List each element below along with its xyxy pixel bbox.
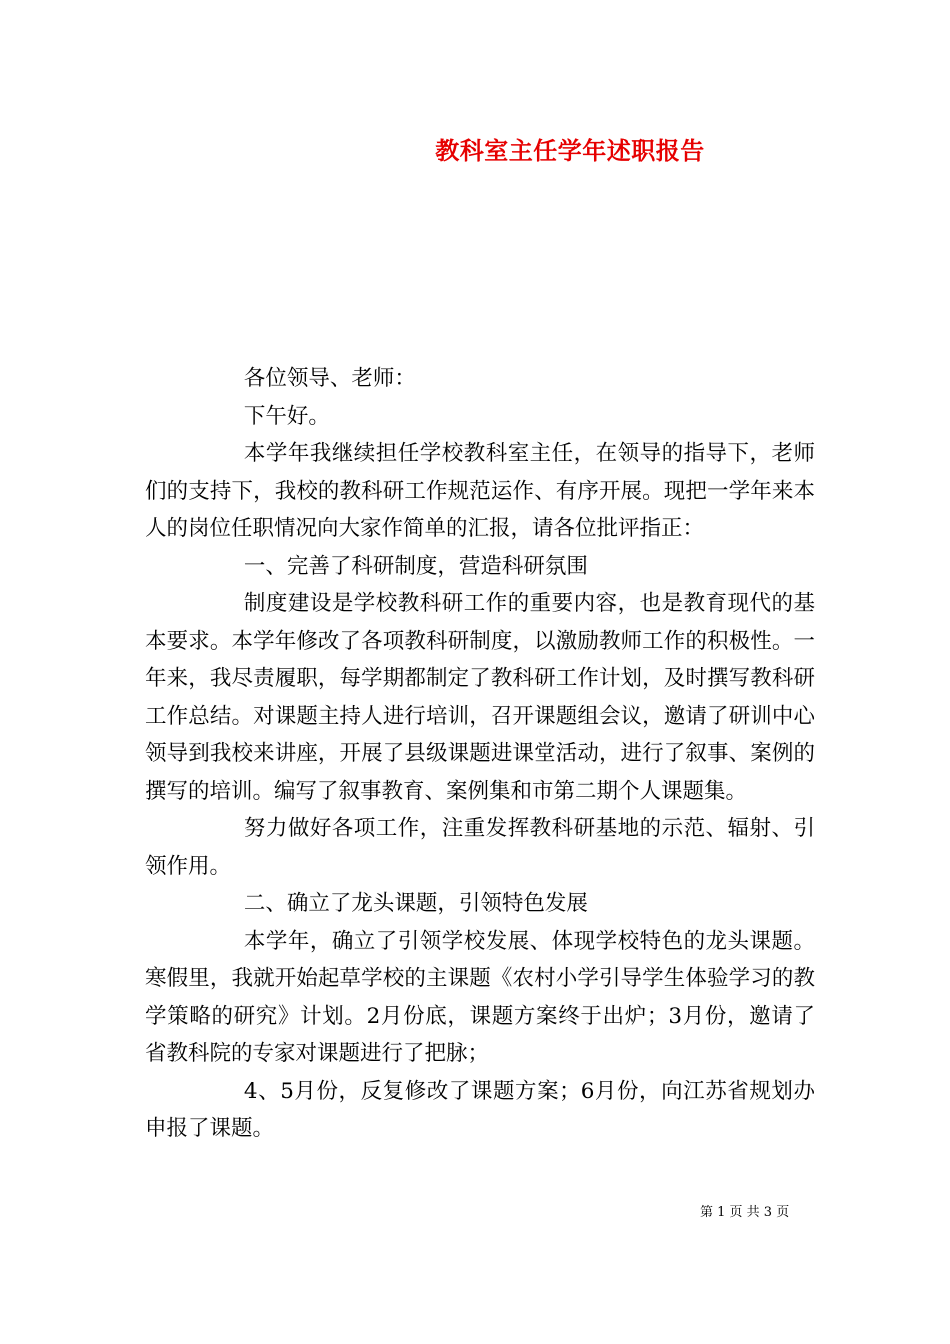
paragraph-section-1-extra: 努力做好各项工作，注重发挥教科研基地的示范、辐射、引领作用。 — [145, 816, 815, 879]
paragraph-section-2: 本学年，确立了引领学校发展、体现学校特色的龙头课题。寒假里，我就开始起草学校的主课题《农村小学引导学生体验学习的教学策略的研究》计划。2月份底，课题方案终于出炉；3月份，邀请了省教科院的专家对课题进行了把脉； — [145, 928, 815, 1066]
salutation: 各位领导、老师： — [243, 366, 416, 391]
document-body — [145, 360, 815, 1148]
page-number: 第 1 页 共 3 页 — [700, 1205, 790, 1220]
paragraph-section-2-extra: 4、5月份，反复修改了课题方案；6月份，向江苏省规划办申报了课题。 — [145, 1078, 815, 1141]
document-title: 教科室主任学年述职报告 — [435, 136, 705, 165]
section-heading-2: 二、确立了龙头课题，引领特色发展 — [243, 891, 588, 916]
paragraph-intro: 本学年我继续担任学校教科室主任，在领导的指导下，老师们的支持下，我校的教科研工作规范运作、有序开展。现把一学年来本人的岗位任职情况向大家作简单的汇报，请各位批评指正： — [145, 441, 815, 541]
greeting: 下午好。 — [243, 403, 330, 429]
paragraph-section-1: 制度建设是学校教科研工作的重要内容，也是教育现代的基本要求。本学年修改了各项教科研制度，以激励教师工作的积极性。一年来，我尽责履职，每学期都制定了教科研工作计划，及时撰写教科研工作总结。对课题主持人进行培训，召开课题组会议，邀请了研训中心领导到我校来讲座，开展了县级课题进课堂活动，进行了叙事、案例的撰写的培训。编写了叙事教育、案例集和市第二期个人课题集。 — [145, 591, 815, 804]
section-heading-1: 一、完善了科研制度，营造科研氛围 — [243, 553, 588, 579]
